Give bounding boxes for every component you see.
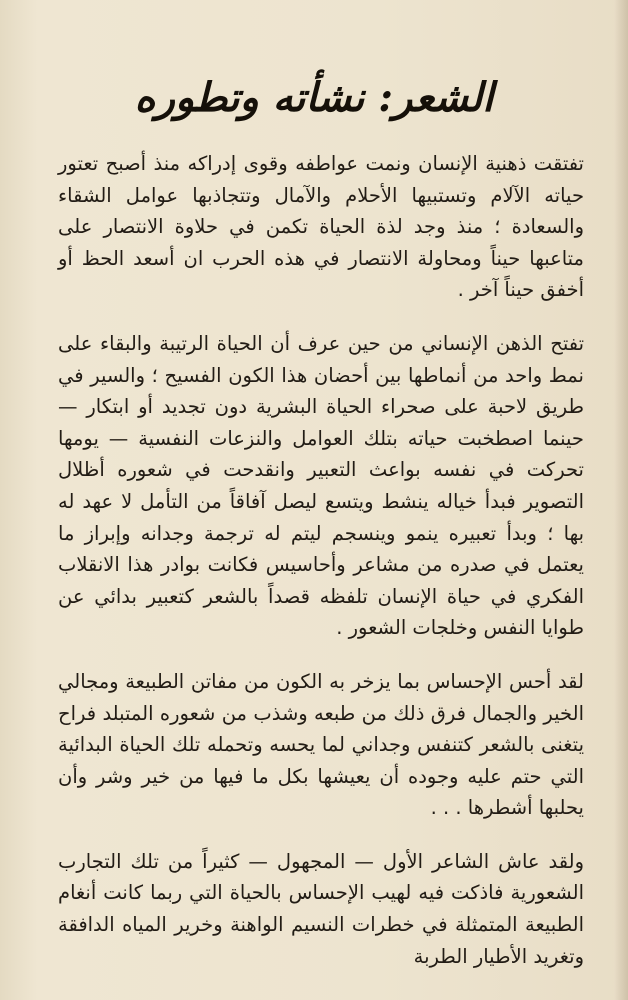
paragraph-4: ولقد عاش الشاعر الأول — المجهول — كثيراً من تلك التجارب الشعورية فاذكت فيه لهيب الإحساس بالحياة التي ربما كانت أنغام الطبيعة المتمثلة في خطرات النسيم الواهنة وخرير المياه الدافقة وتغريد الأطيار الطربة <box>58 849 584 968</box>
chapter-title: الشعر: نشأته وتطوره <box>134 74 494 121</box>
paragraph-1: تفتقت ذهنية الإنسان ونمت عواطفه وقوى إدراكه منذ أصبح تعتور حياته الآلام وتستبيها الأحلام والآمال وتتجاذبها عوامل الشقاء والسعادة ؛ منذ وجد لذة الحياة تكمن في حلاوة الانتصار على متاعبها حيناً ومحاولة الانتصار في هذه الحرب ان أسعد الحظ أو أخفق حيناً آخر . <box>58 152 584 302</box>
paragraph-3: لقد أحس الإحساس بما يزخر به الكون من مفاتن الطبيعة ومجالي الخير والجمال فرق ذلك من طبعه وشذب من شعوره المتبلد فراح يتغنى بالشعر كتنفس وجداني لما يحسه وتحمله تلك الحياة البدائية التي حتم عليه وجوده أن يعيشها بكل ما فيها من خير وشر وأن يحلبها أشطرها . . . <box>58 669 584 820</box>
body-text <box>58 148 584 972</box>
page-gutter-shadow <box>614 0 628 1000</box>
paragraph-2: تفتح الذهن الإنساني من حين عرف أن الحياة الرتيبة والبقاء على نمط واحد من أنماطها بين أحضان هذا الكون الفسيح ؛ والسير في طريق لاحبة على صحراء الحياة البشرية دون تجديد أو ابتكار — حينما اصطخبت حياته بتلك العوامل والنزعات النفسية — يومها تحركت في نفسه بواعث التعبير وانقدحت في شعوره أظلال التصوير فبدأ خياله ينشط ويتسع ليصل آفاقاً من التأمل لا عهد له بها ؛ وبدأ تعبيره ينمو وينسجم ليتم له ترجمة وجدانه وإبراز ما يعتمل في صدره من مشاعر وأحاسيس فكانت بوادر هذا الانقلاب الفكري في حياة الإنسان تلفظه قصداً بالشعر كتعبير بدائي عن طوايا النفس وخلجات الشعور . <box>58 331 584 640</box>
